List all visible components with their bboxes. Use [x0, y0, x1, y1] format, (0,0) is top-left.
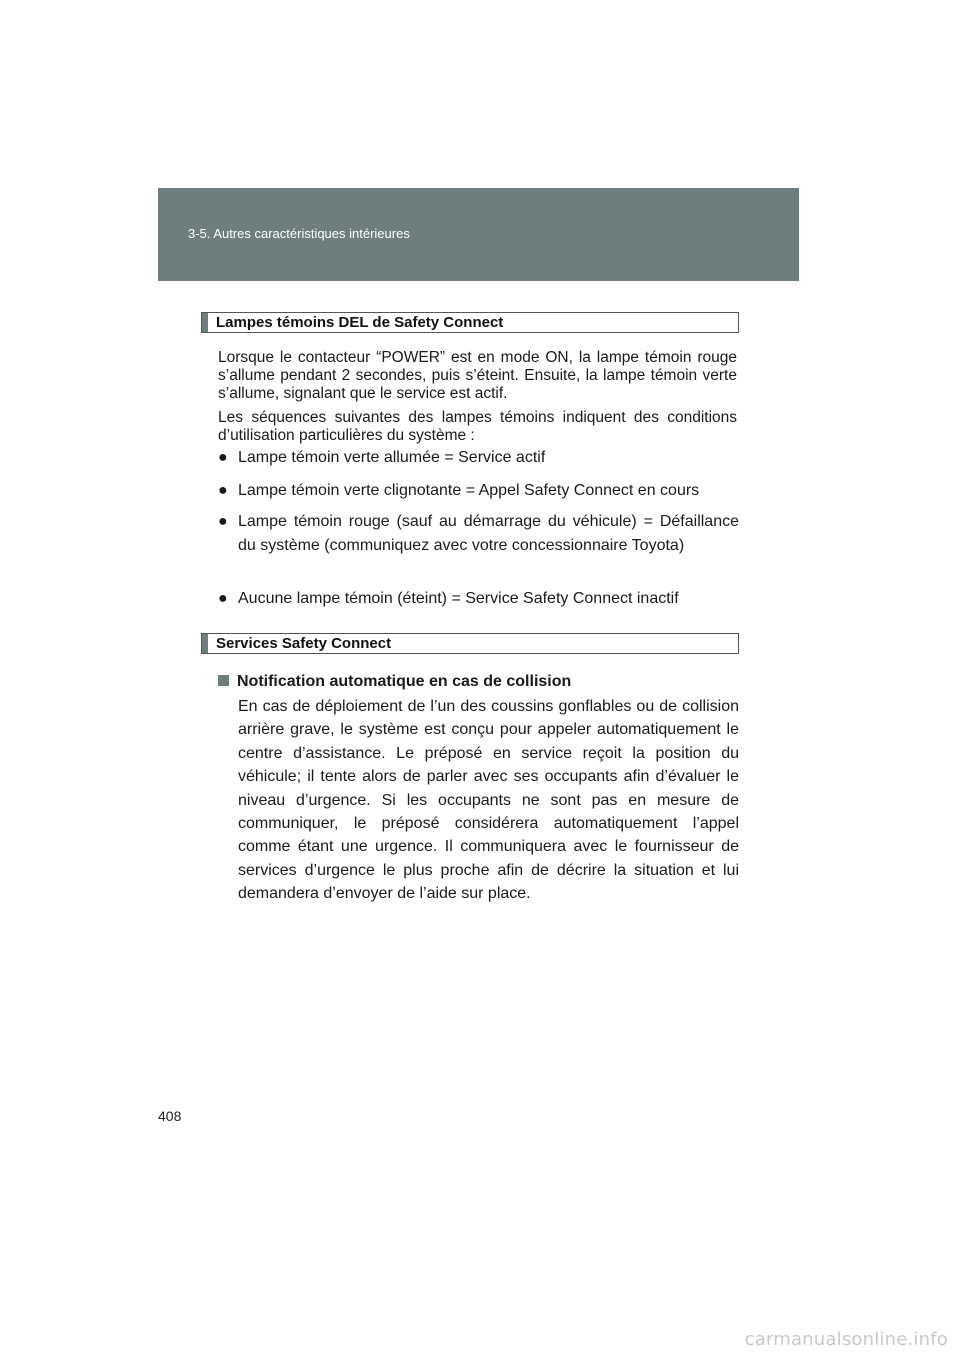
- bullet-icon: ●: [218, 449, 228, 466]
- intro-paragraph-2: Les séquences suivantes des lampes témoins indiquent des conditions d’utilisation particulières du système :: [218, 409, 737, 444]
- chapter-header: [158, 188, 799, 281]
- list-item: [218, 587, 739, 611]
- list-item-text: Lampe témoin rouge (sauf au démarrage du véhicule) = Défaillance du système (communiquez avec votre concessionnaire Toyota): [238, 513, 739, 554]
- square-bullet-icon: [218, 675, 229, 686]
- page-number: 408: [158, 1108, 182, 1124]
- list-item: [218, 479, 739, 503]
- heading-accent-bar: [202, 313, 208, 332]
- section-title-led: Lampes témoins DEL de Safety Connect: [216, 314, 504, 331]
- list-item-text: Lampe témoin verte allumée = Service actif: [238, 449, 546, 466]
- body-paragraph: En cas de déploiement de l’un des coussins gonflables ou de collision arrière grave, le système est conçu pour appeler automatiquement le centre d’assistance. Le préposé en service reçoit la position du véhicule; il tente alors de parler avec ses occupants afin d’évaluer le niveau d’urgence. Si les occupants ne sont pas en mesure de communiquer, le préposé considérera automatiquement l’appel comme étant une urgence. Il communiquera avec le fournisseur de services d’urgence le plus proche afin de décrire la situation et lui demandera d’envoyer de l’aide sur place.: [238, 698, 739, 903]
- section-heading-services: [201, 633, 739, 654]
- subheading-text: Notification automatique en cas de collision: [237, 673, 572, 690]
- bullet-icon: ●: [218, 590, 228, 607]
- heading-accent-bar: [202, 634, 208, 653]
- list-item-text: Aucune lampe témoin (éteint) = Service Safety Connect inactif: [238, 590, 679, 607]
- list-item: [218, 510, 739, 558]
- subheading: [218, 671, 739, 693]
- watermark: carmanualsonline.info: [744, 1329, 948, 1350]
- list-item-text: Lampe témoin verte clignotante = Appel Safety Connect en cours: [238, 482, 700, 499]
- bullet-icon: ●: [218, 482, 228, 499]
- intro-paragraph: Lorsque le contacteur “POWER” est en mode ON, la lampe témoin rouge s’allume pendant 2 secondes, puis s’éteint. Ensuite, la lampe témoin verte s’allume, signalant que le service est actif.: [218, 349, 737, 402]
- chapter-title: 3-5. Autres caractéristiques intérieures: [188, 226, 410, 241]
- list-item: [218, 446, 739, 470]
- section-title-services: Services Safety Connect: [216, 635, 392, 652]
- bullet-icon: ●: [218, 513, 228, 530]
- section-heading-led: [201, 312, 739, 333]
